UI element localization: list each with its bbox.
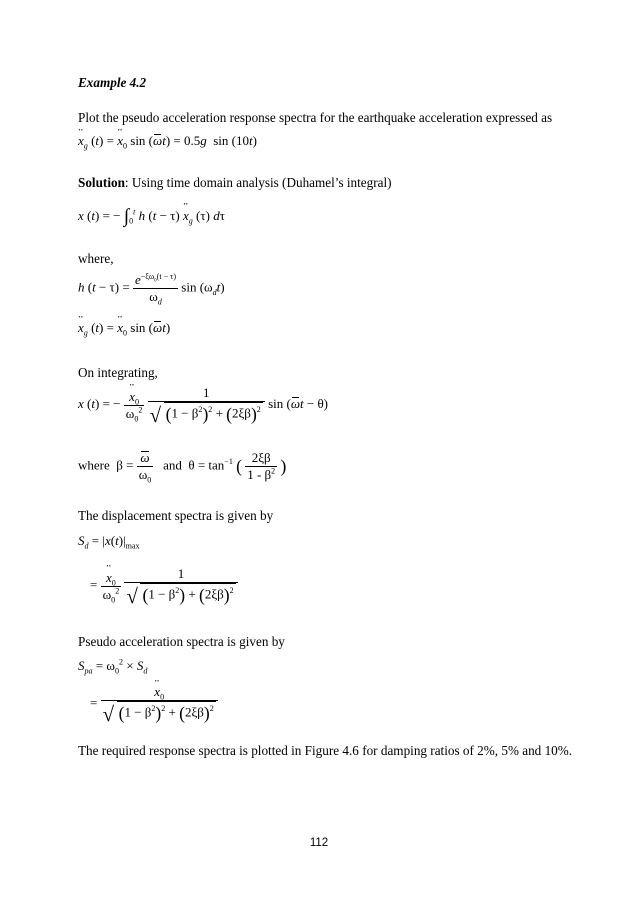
equation-sd: $S_d = |x(t)|_{max}$ <box>78 533 140 551</box>
sd-denominator-fraction: 1 √ $(1 - \beta^2) + (2\xi\beta)^2$ <box>124 566 237 606</box>
sd-one: 1 <box>177 566 185 581</box>
solution-label: Solution <box>78 175 125 190</box>
sd-amp-fraction: ¨ $\frac{x_0}{\omega_0^2}$ <box>101 570 122 603</box>
equation-spa: $S_{pa} = \omega_0^2 \times S_d$ <box>78 657 148 676</box>
spa-fraction: ¨ $x_0$ √ $(1 - \beta^2)^2 + (2\xi\beta)^2$ <box>101 684 218 724</box>
exp-sub: 0 <box>154 278 157 284</box>
pseudo-label: Pseudo acceleration spectra is given by <box>78 634 285 649</box>
xt-denominator-fraction: 1 √ $(1 - \beta^2)^2 + (2\xi\beta)^2$ <box>148 385 265 425</box>
equation-spa-expanded: = ¨ $x_0$ √ $(1 - \beta^2)^2 + (2\xi\beta)^2$ <box>90 684 218 724</box>
theta-num: 2ξβ <box>251 450 271 465</box>
equation-ground-acceleration-2: ¨ $x_g$ (t) = ¨ $x_0$ sin (ωt) <box>78 320 170 336</box>
example-title: Example 4.2 <box>78 75 147 90</box>
page-number: 112 <box>309 837 329 849</box>
conclusion-text: The required response spectra is plotted in Figure 4.6 for damping ratios of 2%, 5% and 10%. <box>78 743 573 758</box>
equation-sd-expanded: = ¨ $\frac{x_0}{\omega_0^2}$ 1 √ $(1 - \beta^2) + (2\xi\beta)^2$ <box>90 566 238 606</box>
equation-impulse-response: h (t − τ) = $\frac{e^{-\xi\omega_0(t - \tau)}}{\omega_d}$ $\sin (\omega_dt)$ <box>78 271 225 307</box>
beta-fraction: $\frac{\omega}{\omega_0}$ <box>138 450 152 485</box>
equation-duhamel: x (t) = − $\int_0^t$ h (t − τ) ¨ $x_g$ (τ) dτ <box>78 206 225 228</box>
and-label: and <box>163 457 182 473</box>
exp-text: −ξω <box>140 271 155 281</box>
theta-den: 1 - β <box>247 467 272 482</box>
max-subscript: max <box>125 541 140 551</box>
equation-beta-theta: where β = $\frac{\omega}{\omega_0}$ and $\theta = \tan^{-1}$ ( $\frac{2\xi\beta}{1 - \beta^2}$ ) <box>78 450 287 485</box>
problem-statement: Plot the pseudo acceleration response spectra for the earthquake acceleration expressed as <box>78 110 553 125</box>
equation-ground-acceleration: ¨ $x_g$ (t) = ¨ $x_0$ sin (ωt) = 0.5g sin (10t) <box>78 133 257 149</box>
theta-fraction: $\frac{2\xi\beta}{1 - \beta^2}$ <box>247 450 276 482</box>
xt-amp-fraction: ¨ $\frac{x_0}{\omega_0^2}$ <box>124 389 145 422</box>
solution-text: : Using time domain analysis (Duhamel’s integral) <box>124 175 392 190</box>
eq1-amplitude: 0.5 <box>184 133 201 148</box>
displacement-label: The displacement spectra is given by <box>78 508 274 523</box>
where-label-1: where, <box>78 251 114 266</box>
on-integrating-label: On integrating, <box>78 365 158 380</box>
impulse-fraction: $\frac{e^{-\xi\omega_0(t - \tau)}}{\omega_d}$ <box>134 271 177 307</box>
exp-tail: (t − τ) <box>156 271 177 281</box>
eq1-frequency: 10 <box>236 133 249 148</box>
xt-one: 1 <box>202 385 210 400</box>
solution-line <box>78 175 392 191</box>
where-beta-label: where <box>78 457 110 473</box>
equation-response-xt: x (t) = − ¨ $\frac{x_0}{\omega_0^2}$ 1 √ $(1 - \beta^2)^2 + (2\xi\beta)^2$ sin (ωt − θ) <box>78 385 328 425</box>
